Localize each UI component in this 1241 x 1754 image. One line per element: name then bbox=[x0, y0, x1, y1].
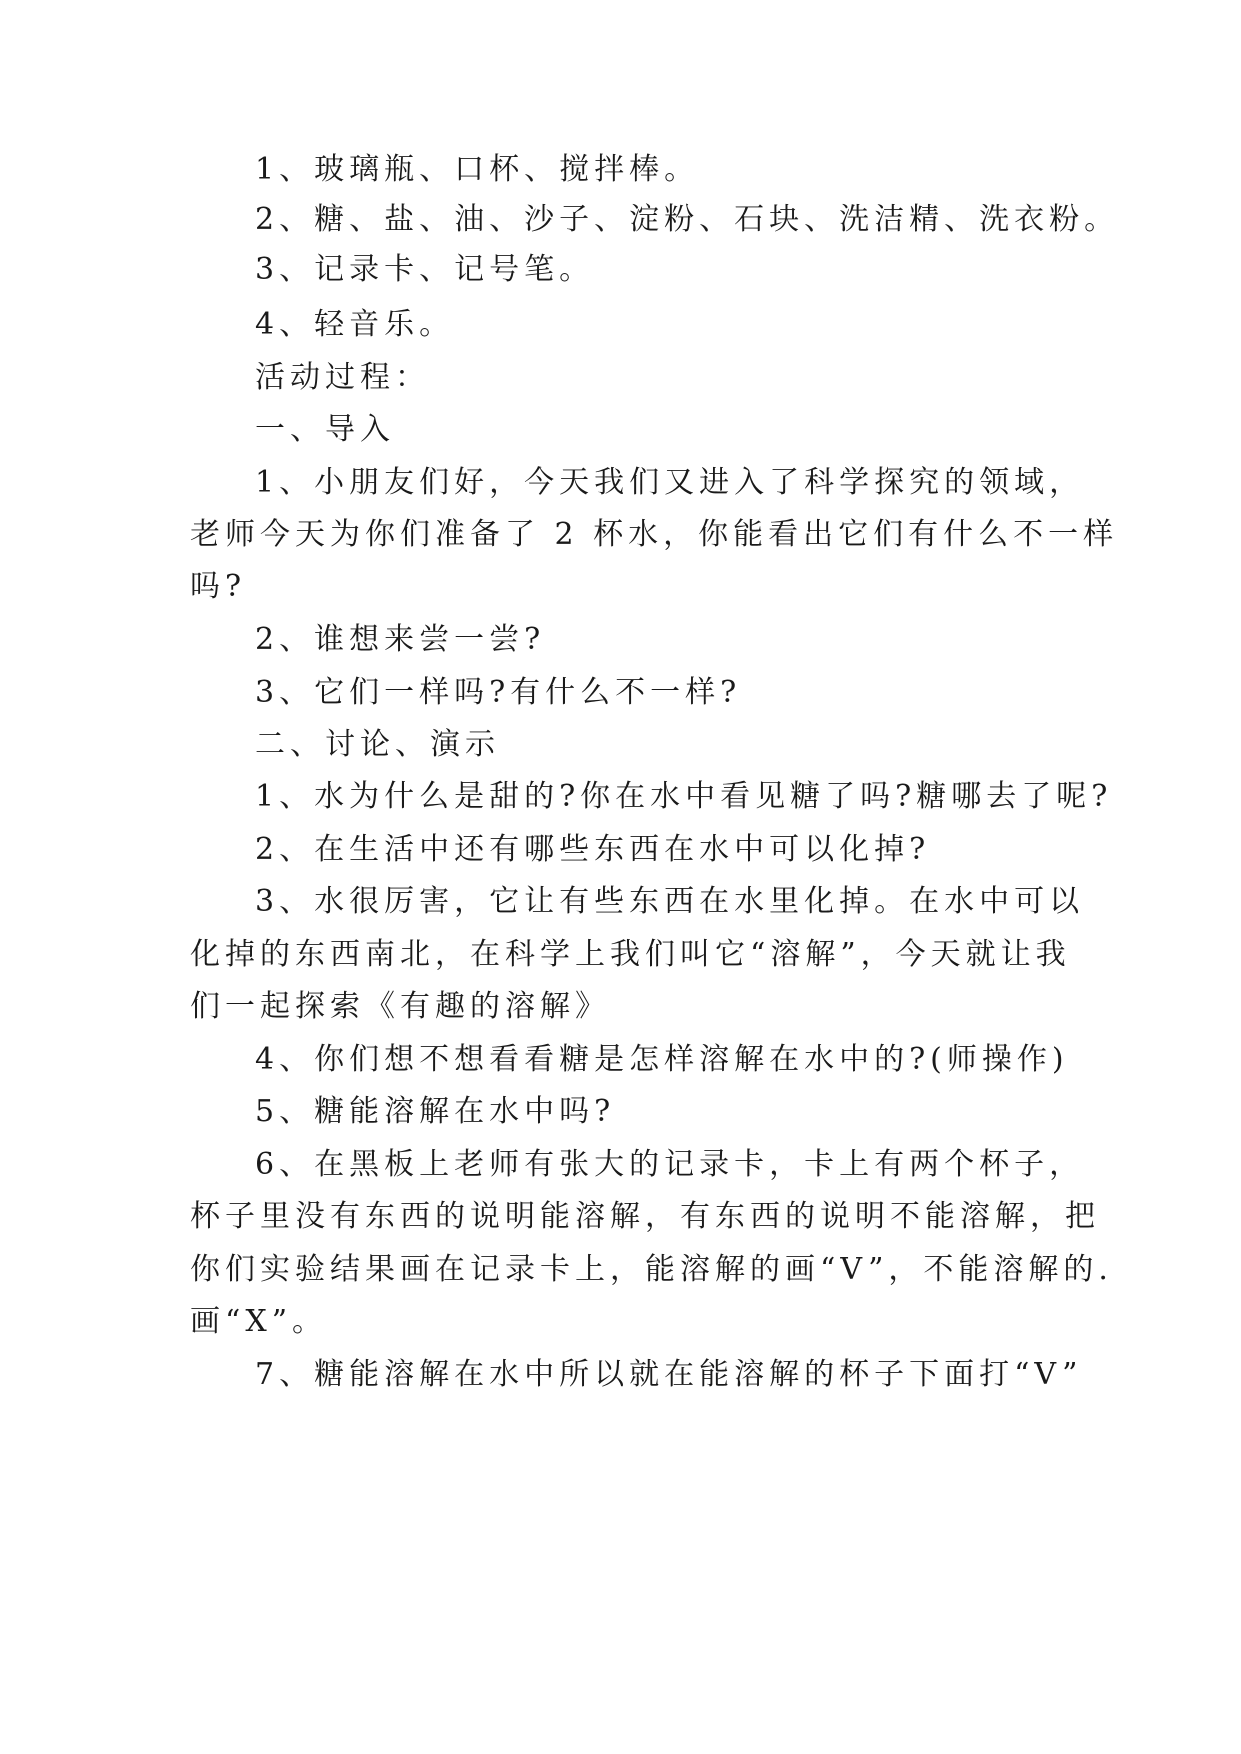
section-heading-intro: 一、导入 bbox=[255, 412, 395, 447]
paragraph-line: 老师今天为你们准备了 2 杯水，你能看出它们有什么不一样 bbox=[190, 517, 1119, 552]
material-item-1: 1、玻璃瓶、口杯、搅拌棒。 bbox=[255, 152, 700, 187]
paragraph-line: 3、水很厉害，它让有些东西在水里化掉。在水中可以 bbox=[255, 884, 1085, 919]
paragraph-line: 们一起探索《有趣的溶解》 bbox=[190, 989, 610, 1024]
material-item-2: 2、糖、盐、油、沙子、淀粉、石块、洗洁精、洗衣粉。 bbox=[255, 202, 1120, 237]
paragraph-line: 化掉的东西南北，在科学上我们叫它“溶解”，今天就让我 bbox=[190, 937, 1071, 972]
material-item-4: 4、轻音乐。 bbox=[255, 307, 455, 342]
paragraph-line: 4、你们想不想看看糖是怎样溶解在水中的?(师操作) bbox=[255, 1042, 1069, 1077]
paragraph-line: 吗? bbox=[190, 569, 247, 604]
paragraph-line: 1、小朋友们好，今天我们又进入了科学探究的领域， bbox=[255, 465, 1085, 500]
paragraph-line: 你们实验结果画在记录卡上，能溶解的画“V”，不能溶解的. bbox=[190, 1252, 1113, 1287]
paragraph-line: 2、谁想来尝一尝? bbox=[255, 622, 546, 657]
paragraph-line: 7、糖能溶解在水中所以就在能溶解的杯子下面打“V” bbox=[255, 1357, 1083, 1392]
paragraph-line: 3、它们一样吗?有什么不一样? bbox=[255, 675, 742, 710]
paragraph-line: 杯子里没有东西的说明能溶解，有东西的说明不能溶解，把 bbox=[190, 1199, 1100, 1234]
paragraph-line: 2、在生活中还有哪些东西在水中可以化掉? bbox=[255, 832, 931, 867]
paragraph-line: 6、在黑板上老师有张大的记录卡，卡上有两个杯子， bbox=[255, 1147, 1085, 1182]
section-heading-process: 活动过程： bbox=[255, 360, 430, 395]
paragraph-line: 1、水为什么是甜的?你在水中看见糖了吗?糖哪去了呢? bbox=[255, 779, 1113, 814]
paragraph-line: 5、糖能溶解在水中吗? bbox=[255, 1094, 616, 1129]
paragraph-line: 画“X”。 bbox=[190, 1304, 328, 1339]
section-heading-discussion: 二、讨论、演示 bbox=[255, 727, 500, 762]
material-item-3: 3、记录卡、记号笔。 bbox=[255, 252, 595, 287]
